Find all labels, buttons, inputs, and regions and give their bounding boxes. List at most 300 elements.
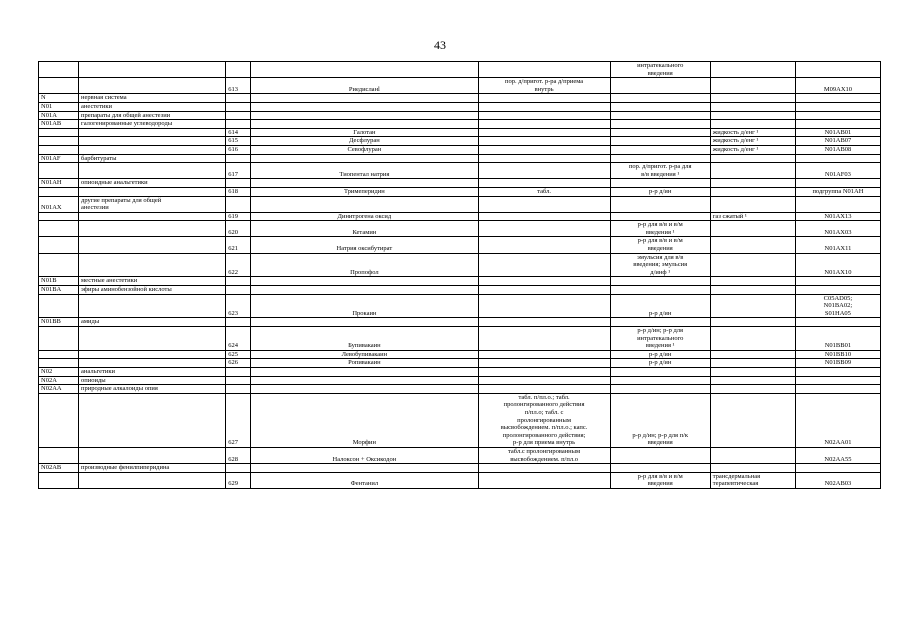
special-form-cell (710, 196, 795, 212)
administration-form-cell (610, 253, 710, 277)
administration-form-cell (610, 163, 710, 179)
row-number-cell (226, 102, 251, 111)
atc-group-code-cell (39, 78, 79, 94)
administration-form-cell (610, 277, 710, 286)
atc-group-code-cell: N02AA (39, 385, 79, 394)
table-row (39, 472, 881, 488)
row-number-cell (226, 62, 251, 78)
dosage-form-cell (478, 102, 610, 111)
dosage-form-cell (478, 179, 610, 188)
administration-form-cell (610, 94, 710, 103)
atc-group-code-cell: N01AH (39, 179, 79, 188)
drug-name-cell (251, 102, 478, 111)
dosage-form-cell (478, 472, 610, 488)
atc-code-cell (795, 111, 880, 120)
dosage-form-cell (478, 367, 610, 376)
group-name-cell (79, 221, 226, 237)
drug-list-table (38, 61, 881, 489)
atc-code-cell: M09AX10 (795, 78, 880, 94)
drug-name-cell: Кетамин (251, 221, 478, 237)
row-number-cell: 614 (226, 128, 251, 137)
group-name-cell (79, 294, 226, 318)
row-number-cell (226, 367, 251, 376)
row-number-cell: 621 (226, 237, 251, 253)
special-form-cell (710, 154, 795, 163)
dosage-form-cell (478, 196, 610, 212)
row-number-cell (226, 385, 251, 394)
atc-group-code-cell: N01A (39, 111, 79, 120)
atc-group-code-cell (39, 221, 79, 237)
drug-name-cell (251, 111, 478, 120)
group-name-cell: нервная система (79, 94, 226, 103)
dosage-form-cell (478, 350, 610, 359)
dosage-form-cell (478, 62, 610, 78)
row-number-cell: 613 (226, 78, 251, 94)
table-row (39, 350, 881, 359)
drug-name-cell: Налоксон + Оксикодон (251, 447, 478, 463)
group-name-line: анестезии (81, 204, 109, 212)
dosage-form-cell (478, 128, 610, 137)
drug-name-cell: Пропофол (251, 253, 478, 277)
atc-group-code-cell (39, 163, 79, 179)
special-form-cell (710, 447, 795, 463)
group-name-cell: барбитураты (79, 154, 226, 163)
table-row (39, 154, 881, 163)
group-name-cell (79, 128, 226, 137)
table-row (39, 359, 881, 368)
administration-form-line: введения (647, 439, 673, 447)
special-form-cell (710, 163, 795, 179)
administration-form-cell (610, 286, 710, 295)
table-row (39, 145, 881, 154)
atc-code-cell: N01AX10 (795, 253, 880, 277)
table-row (39, 94, 881, 103)
atc-group-code-cell: N (39, 94, 79, 103)
atc-code-cell: N01AB08 (795, 145, 880, 154)
drug-name-cell: Тиопентал натрия (251, 163, 478, 179)
atc-group-code-cell (39, 327, 79, 351)
table-row (39, 78, 881, 94)
group-name-cell (79, 350, 226, 359)
drug-name-cell (251, 120, 478, 129)
special-form-cell (710, 350, 795, 359)
dosage-form-line: высвобождением. п/пл.о (510, 455, 578, 463)
special-form-cell (710, 237, 795, 253)
dosage-form-cell (478, 94, 610, 103)
special-form-cell: газ сжатый ¹ (710, 212, 795, 221)
table-row (39, 212, 881, 221)
special-form-cell (710, 111, 795, 120)
dosage-form-line: пролонгированного действия; (502, 431, 586, 439)
administration-form-cell (610, 464, 710, 473)
administration-form-cell: р-р д/ин (610, 359, 710, 368)
special-form-line: терапевтическая (712, 480, 759, 488)
administration-form-cell (610, 221, 710, 237)
atc-code-line: S01HA05 (824, 309, 851, 317)
atc-code-cell (795, 120, 880, 129)
atc-group-code-cell (39, 145, 79, 154)
group-name-cell: амиды (79, 318, 226, 327)
atc-group-code-cell (39, 62, 79, 78)
row-number-cell (226, 111, 251, 120)
row-number-cell (226, 318, 251, 327)
atc-group-code-cell (39, 350, 79, 359)
administration-form-cell (610, 111, 710, 120)
group-name-cell (79, 78, 226, 94)
administration-form-cell (610, 128, 710, 137)
group-name-cell: галогенированные углеводороды (79, 120, 226, 129)
table-row (39, 102, 881, 111)
administration-form-line: р-р для в/в и в/м (637, 237, 683, 245)
special-form-line: трансдермальная (712, 472, 761, 480)
drug-name-cell (251, 94, 478, 103)
table-row (39, 62, 881, 78)
drug-name-cell (251, 62, 478, 78)
dosage-form-cell (478, 385, 610, 394)
administration-form-line: введения; эмульсия (633, 261, 688, 269)
dosage-form-line: табл.с пролонгированным (508, 447, 581, 455)
atc-group-code-cell: N01AF (39, 154, 79, 163)
table-row (39, 385, 881, 394)
group-name-cell (79, 62, 226, 78)
atc-code-cell: N01AB07 (795, 137, 880, 146)
table-row (39, 111, 881, 120)
special-form-cell (710, 78, 795, 94)
dosage-form-cell: табл. (478, 187, 610, 196)
special-form-cell (710, 472, 795, 488)
group-name-cell: опиоиды (79, 376, 226, 385)
special-form-cell (710, 187, 795, 196)
special-form-cell (710, 393, 795, 447)
table-row (39, 393, 881, 447)
drug-name-cell: Десфлуран (251, 137, 478, 146)
group-name-cell (79, 237, 226, 253)
administration-form-line: д/инф ¹ (650, 268, 671, 276)
dosage-form-cell (478, 318, 610, 327)
table-row (39, 286, 881, 295)
row-number-cell: 628 (226, 447, 251, 463)
row-number-cell: 622 (226, 253, 251, 277)
atc-group-code-cell (39, 359, 79, 368)
atc-code-cell: подгруппа N01AH (795, 187, 880, 196)
row-number-cell (226, 94, 251, 103)
row-number-cell (226, 179, 251, 188)
administration-form-cell (610, 327, 710, 351)
drug-name-cell: Динитрогена оксид (251, 212, 478, 221)
administration-form-line: пор. д/пригот. р-ра для (628, 163, 692, 171)
administration-form-line: введения (647, 245, 673, 253)
atc-group-code-cell: N02AB (39, 464, 79, 473)
group-name-cell (79, 163, 226, 179)
row-number-cell (226, 376, 251, 385)
special-form-cell (710, 376, 795, 385)
drug-name-cell: Севофлуран (251, 145, 478, 154)
drug-name-cell (251, 318, 478, 327)
row-number-cell (226, 154, 251, 163)
dosage-form-line: пролонгированного действия (503, 401, 585, 409)
dosage-form-cell (478, 376, 610, 385)
drug-name-cell (251, 464, 478, 473)
table-row (39, 327, 881, 351)
row-number-cell (226, 464, 251, 473)
atc-code-cell (795, 154, 880, 163)
administration-form-cell (610, 385, 710, 394)
dosage-form-cell (478, 253, 610, 277)
atc-code-cell: N01AB01 (795, 128, 880, 137)
administration-form-cell (610, 447, 710, 463)
administration-form-cell (610, 196, 710, 212)
group-name-cell (79, 145, 226, 154)
administration-form-cell (610, 212, 710, 221)
atc-code-line: N01BA02; (823, 302, 853, 310)
drug-name-cell: Натрия оксибутират (251, 237, 478, 253)
group-name-cell (79, 212, 226, 221)
special-form-cell (710, 102, 795, 111)
administration-form-line: интратекального (637, 334, 684, 342)
drug-name-cell (251, 367, 478, 376)
atc-code-cell: N01AX11 (795, 237, 880, 253)
atc-code-cell (795, 277, 880, 286)
group-name-cell: природные алкалоиды опия (79, 385, 226, 394)
row-number-cell: 627 (226, 393, 251, 447)
drug-name-cell: Тримеперидин (251, 187, 478, 196)
atc-code-line: C05AD05; (823, 294, 853, 302)
dosage-form-line: пролонгированным (517, 416, 571, 424)
group-name-cell (79, 359, 226, 368)
drug-name-cell (251, 154, 478, 163)
atc-group-code-cell (39, 447, 79, 463)
atc-group-code-cell: N01B (39, 277, 79, 286)
group-name-line: другие препараты для общей (81, 196, 162, 204)
dosage-form-line: р-р для приема внутрь (513, 439, 576, 447)
group-name-cell: производные фенилпиперидина (79, 464, 226, 473)
atc-group-code-cell: N01AB (39, 120, 79, 129)
row-number-cell (226, 196, 251, 212)
group-name-cell (79, 447, 226, 463)
dosage-form-cell (478, 327, 610, 351)
row-number-cell: 629 (226, 472, 251, 488)
drug-name-cell (251, 385, 478, 394)
drug-name-cell (251, 277, 478, 286)
group-name-cell: препараты для общей анестезии (79, 111, 226, 120)
drug-list-body (39, 62, 881, 489)
special-form-cell: жидкость д/енг ¹ (710, 128, 795, 137)
row-number-cell: 617 (226, 163, 251, 179)
atc-code-cell: N01AF03 (795, 163, 880, 179)
atc-code-cell (795, 102, 880, 111)
drug-name-cell (251, 286, 478, 295)
row-number-cell (226, 286, 251, 295)
atc-code-cell (795, 179, 880, 188)
atc-group-code-cell: N01BB (39, 318, 79, 327)
administration-form-line: интратекального (637, 62, 684, 69)
table-row (39, 163, 881, 179)
drug-name-cell (251, 179, 478, 188)
special-form-cell (710, 179, 795, 188)
table-row (39, 221, 881, 237)
special-form-cell (710, 221, 795, 237)
atc-group-code-cell (39, 128, 79, 137)
administration-form-cell (610, 62, 710, 78)
dosage-form-cell (478, 145, 610, 154)
group-name-cell: опиоидные анальгетики (79, 179, 226, 188)
atc-code-cell (795, 94, 880, 103)
drug-name-cell (251, 196, 478, 212)
dosage-form-line: табл. п/пл.о.; табл. (518, 393, 570, 401)
administration-form-line: в/в введения ¹ (641, 170, 680, 178)
special-form-cell (710, 327, 795, 351)
atc-code-cell (795, 196, 880, 212)
administration-form-cell (610, 318, 710, 327)
dosage-form-line: пор. д/пригот. р-ра д/приема (505, 78, 584, 86)
table-row (39, 464, 881, 473)
dosage-form-cell (478, 137, 610, 146)
atc-code-cell (795, 376, 880, 385)
atc-group-code-cell (39, 237, 79, 253)
atc-code-cell: N01BB10 (795, 350, 880, 359)
administration-form-line: р-р для в/в и в/м (637, 472, 683, 480)
special-form-cell (710, 359, 795, 368)
administration-form-cell (610, 120, 710, 129)
dosage-form-line: п/пл.о; табл. с (524, 408, 564, 416)
dosage-form-cell (478, 154, 610, 163)
administration-form-line: введения (647, 480, 673, 488)
table-row (39, 318, 881, 327)
dosage-form-cell (478, 277, 610, 286)
atc-code-cell (795, 286, 880, 295)
atc-code-cell: N01BB09 (795, 359, 880, 368)
drug-name-cell: Морфин (251, 393, 478, 447)
dosage-form-cell (478, 447, 610, 463)
group-name-cell (79, 472, 226, 488)
atc-group-code-cell (39, 137, 79, 146)
dosage-form-cell (478, 294, 610, 318)
atc-code-cell: N01BB01 (795, 327, 880, 351)
special-form-cell (710, 464, 795, 473)
table-row (39, 277, 881, 286)
special-form-cell (710, 367, 795, 376)
dosage-form-line: внутрь (534, 85, 554, 93)
special-form-cell (710, 277, 795, 286)
atc-group-code-cell: N01 (39, 102, 79, 111)
special-form-cell (710, 294, 795, 318)
row-number-cell: 618 (226, 187, 251, 196)
dosage-form-cell (478, 163, 610, 179)
administration-form-cell: р-р д/ин (610, 187, 710, 196)
administration-form-cell (610, 145, 710, 154)
atc-code-cell (795, 318, 880, 327)
special-form-cell (710, 120, 795, 129)
table-row (39, 237, 881, 253)
group-name-cell (79, 327, 226, 351)
atc-group-code-cell: N01AX (39, 196, 79, 212)
group-name-cell (79, 137, 226, 146)
row-number-cell: 616 (226, 145, 251, 154)
table-row (39, 187, 881, 196)
atc-code-cell (795, 367, 880, 376)
atc-group-code-cell: N02 (39, 367, 79, 376)
administration-form-line: р-р для в/в и в/м (637, 221, 683, 229)
atc-code-cell: N02AA55 (795, 447, 880, 463)
drug-name-cell: Бупивакаин (251, 327, 478, 351)
atc-group-code-cell (39, 253, 79, 277)
atc-group-code-cell (39, 294, 79, 318)
drug-name-cell: Прокаин (251, 294, 478, 318)
dosage-form-cell (478, 464, 610, 473)
administration-form-cell (610, 154, 710, 163)
row-number-cell: 619 (226, 212, 251, 221)
administration-form-line: введения (647, 69, 673, 77)
dosage-form-cell (478, 221, 610, 237)
administration-form-cell: р-р д/ин (610, 350, 710, 359)
row-number-cell: 625 (226, 350, 251, 359)
atc-code-cell: N01AX13 (795, 212, 880, 221)
group-name-cell (79, 187, 226, 196)
table-row (39, 120, 881, 129)
administration-form-cell (610, 102, 710, 111)
administration-form-line: р-р д/ин; р-р для п/к (632, 431, 689, 439)
table-row (39, 196, 881, 212)
group-name-cell (79, 253, 226, 277)
group-name-cell: местные анестетики (79, 277, 226, 286)
table-row (39, 367, 881, 376)
drug-name-cell: Левобупивакаин (251, 350, 478, 359)
table-row (39, 179, 881, 188)
special-form-cell (710, 62, 795, 78)
table-row (39, 376, 881, 385)
atc-code-cell (795, 464, 880, 473)
dosage-form-line: высвобождением. п/пл.о.; капс. (500, 424, 588, 432)
drug-name-cell: Галотан (251, 128, 478, 137)
group-name-cell: анальгетики (79, 367, 226, 376)
row-number-cell: 615 (226, 137, 251, 146)
atc-group-code-cell: N01BA (39, 286, 79, 295)
group-name-cell: эфиры аминобензойной кислоты (79, 286, 226, 295)
administration-form-cell (610, 393, 710, 447)
atc-code-cell (795, 385, 880, 394)
special-form-cell (710, 318, 795, 327)
administration-form-cell (610, 472, 710, 488)
drug-name-cell: Риедисланl (251, 78, 478, 94)
row-number-cell: 626 (226, 359, 251, 368)
dosage-form-cell (478, 237, 610, 253)
group-name-cell (79, 196, 226, 212)
administration-form-line: введения ¹ (645, 228, 675, 236)
administration-form-cell (610, 376, 710, 385)
atc-group-code-cell (39, 187, 79, 196)
row-number-cell: 623 (226, 294, 251, 318)
atc-code-cell: N01AX03 (795, 221, 880, 237)
atc-code-cell: N02AA01 (795, 393, 880, 447)
group-name-cell (79, 393, 226, 447)
table-row (39, 447, 881, 463)
dosage-form-cell (478, 286, 610, 295)
administration-form-cell (610, 179, 710, 188)
administration-form-cell (610, 78, 710, 94)
row-number-cell: 620 (226, 221, 251, 237)
atc-group-code-cell (39, 393, 79, 447)
special-form-cell (710, 253, 795, 277)
administration-form-line: введения ¹ (645, 342, 675, 350)
dosage-form-cell (478, 78, 610, 94)
atc-code-cell: N02AB03 (795, 472, 880, 488)
table-row (39, 128, 881, 137)
special-form-cell (710, 385, 795, 394)
dosage-form-cell (478, 212, 610, 221)
administration-form-line: р-р д/ин; р-р для (637, 327, 684, 334)
atc-code-cell (795, 62, 880, 78)
dosage-form-cell (478, 111, 610, 120)
